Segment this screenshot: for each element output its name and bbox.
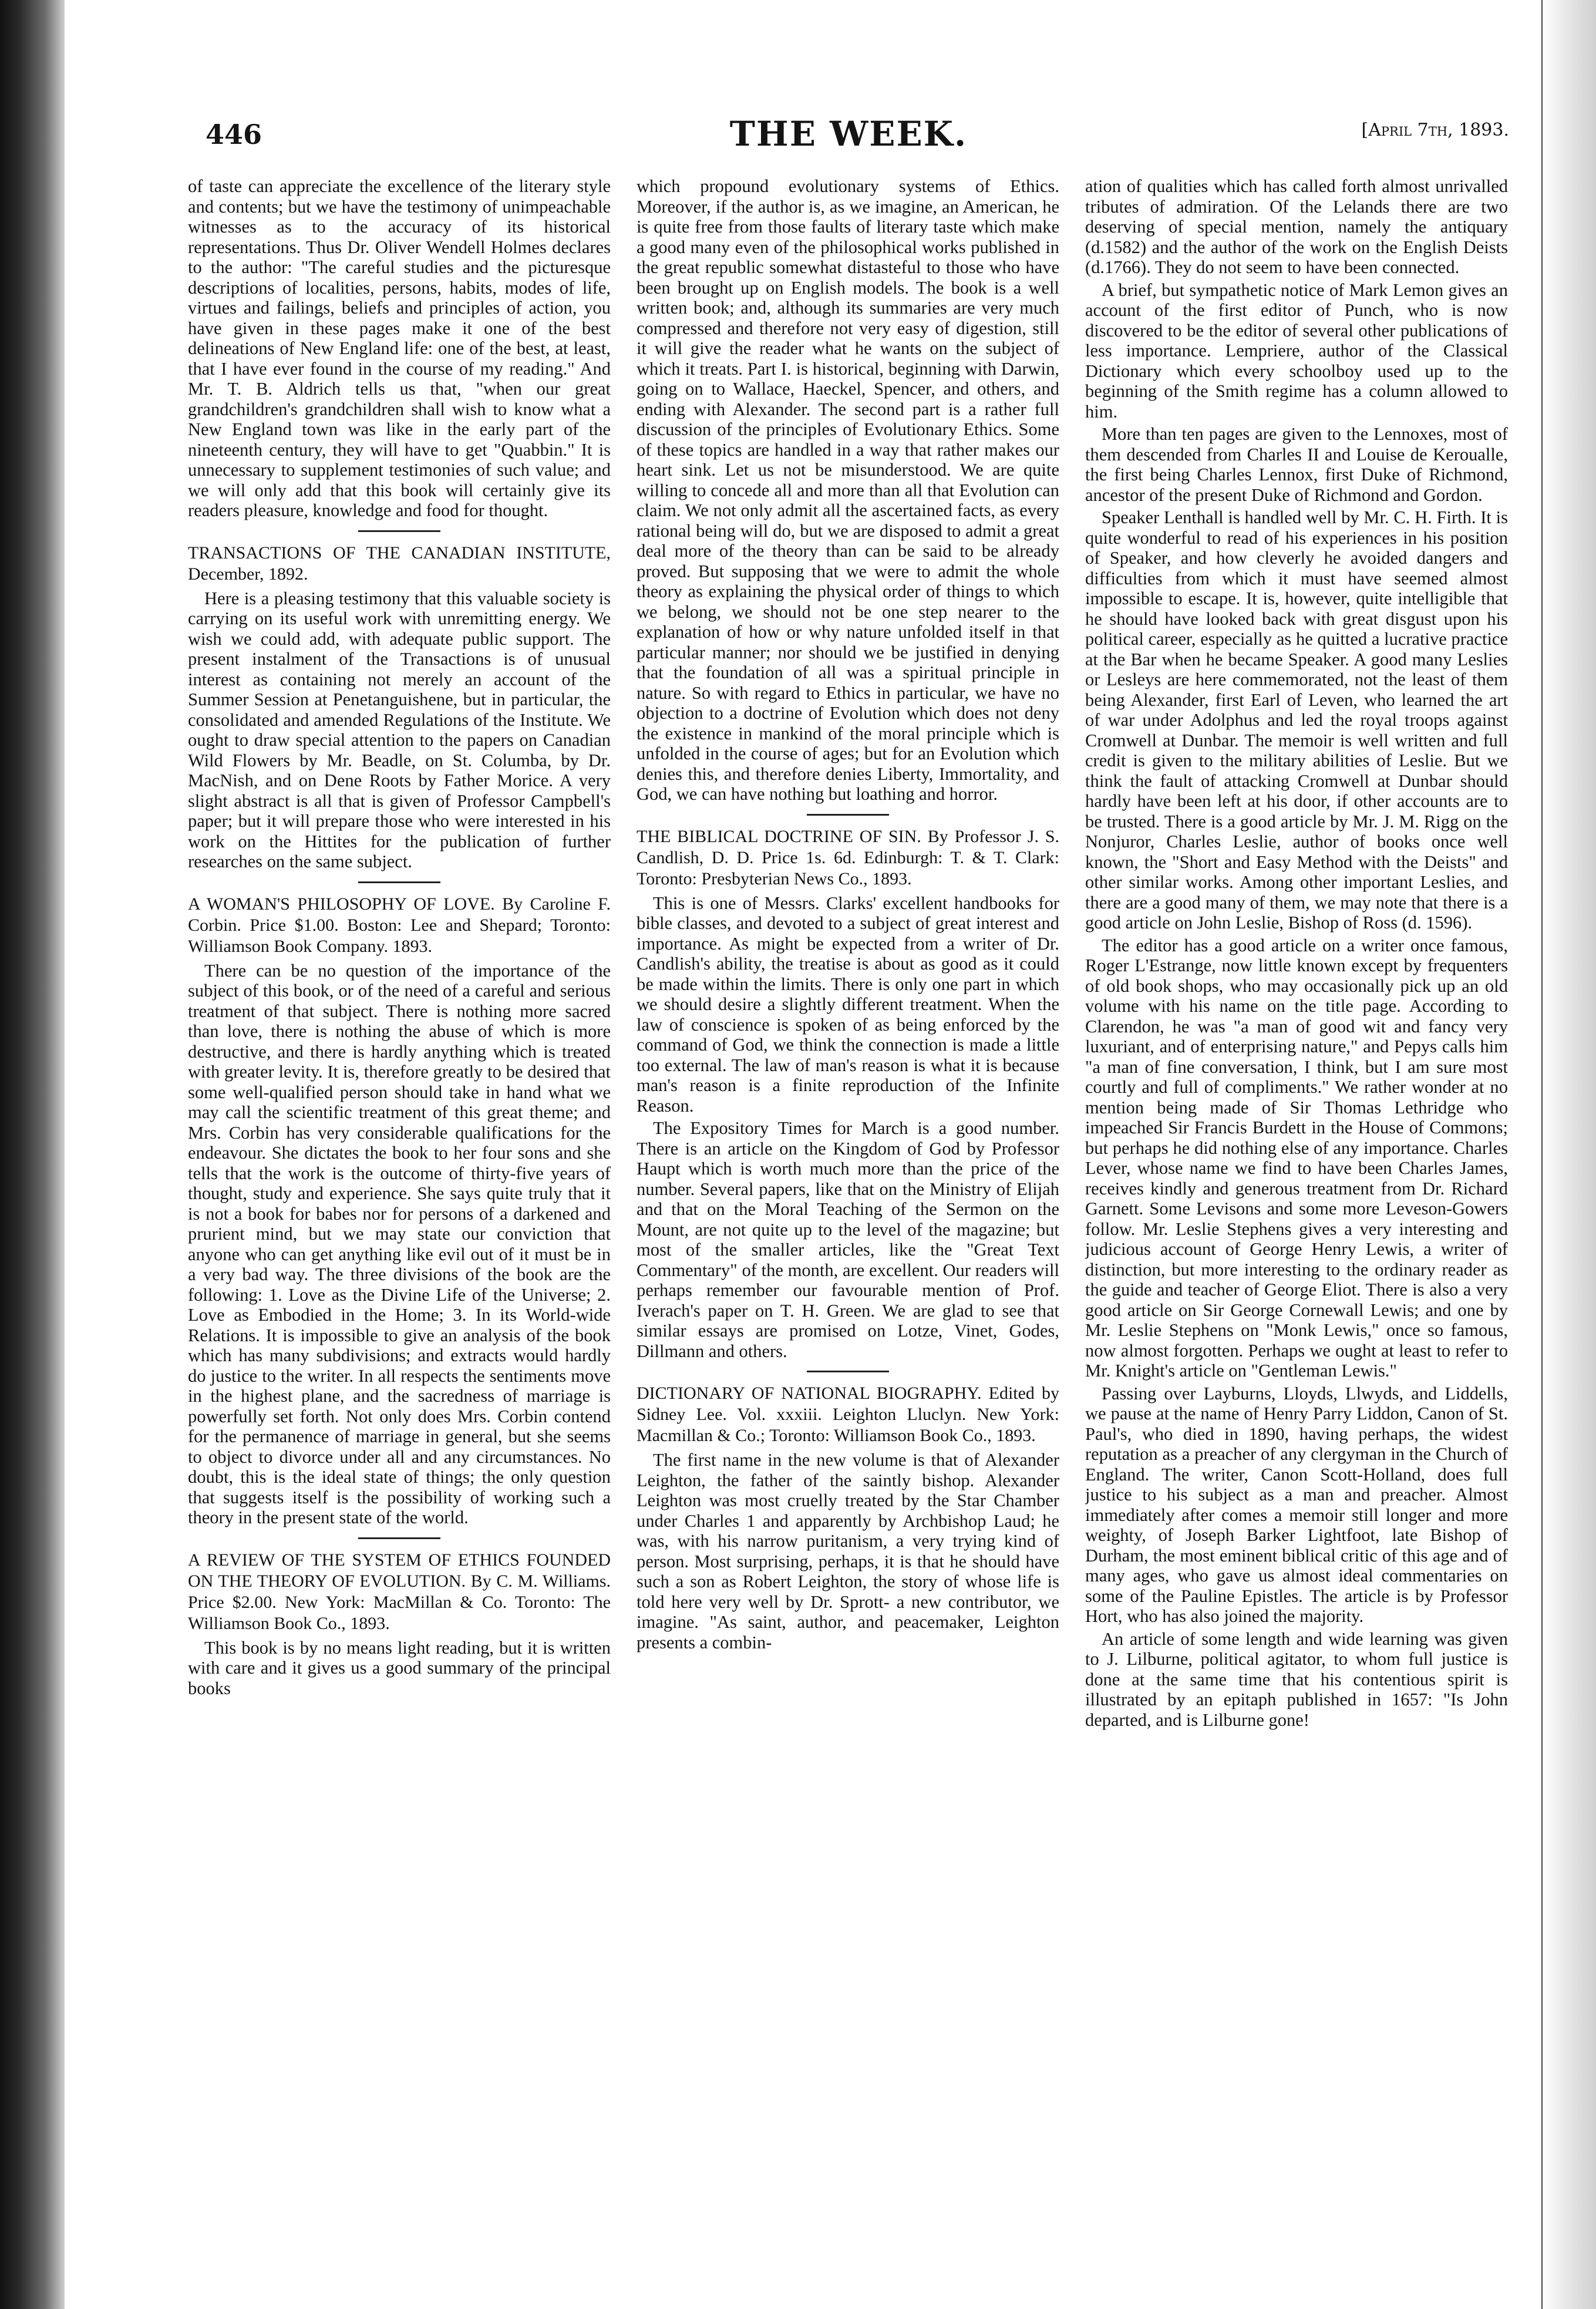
review-heading: DICTIONARY OF NATIONAL BIOGRAPHY. Edited by Sidney Lee. Vol. xxxiii. Leighton Lluclyn. New York: Macmillan & Co.; Toronto: Williamson Book Co., 1893. bbox=[637, 1384, 1059, 1445]
column-2 bbox=[637, 176, 1059, 2278]
masthead-title: THE WEEK. bbox=[729, 114, 968, 154]
section-rule bbox=[358, 530, 440, 532]
article-paragraph: The Expository Times for March is a good number. There is an article on the Kingdom of God by Professor Haupt which is worth much more than the price of the number. Several papers, like that on the Ministry of Elijah and that on the Moral Teaching of the Sermon on the Mount, are not quite up to the level of the magazine; but most of the smaller articles, like the "Great Text Commentary" of the month, are excellent. Our readers will perhaps remember our favourable mention of Prof. Iverach's paper on T. H. Green. We are glad to see that similar essays are promised on Lotze, Vinet, Godes, Dillmann and others. bbox=[637, 1118, 1059, 1361]
page-number: 446 bbox=[206, 119, 262, 150]
column-3 bbox=[1085, 176, 1508, 2278]
adjacent-page-edge bbox=[1541, 0, 1596, 2309]
column-1 bbox=[188, 176, 611, 2278]
section-rule bbox=[807, 1371, 889, 1372]
article-paragraph: The editor has a good article on a writer once famous, Roger L'Estrange, now little known except by frequenters of old book shops, who may occasionally pick up an old volume with his name on the title page. According to Clarendon, he was "a man of good wit and fancy very luxuriant, and of enterprising nature," and Pepys calls him "a man of fine conversation, I think, but I am sure most courtly and full of compliments." We rather wonder at no mention being made of Sir Thomas Lethridge who impeached Sir Francis Burdett in the House of Commons; but perhaps he did nothing else of any importance. Charles Lever, whose name we find to have been Charles James, receives kindly and generous treatment from Dr. Richard Garnett. Some Levisons and some more Leveson-Gowers follow. Mr. Leslie Stephens gives a very interesting and judicious account of George Henry Lewis, a writer of distinction, but more interesting to the ordinary reader as the guide and teacher of George Eliot. There is also a very good article on Sir George Cornewall Lewis; and one by Mr. Leslie Stephens on "Monk Lewis," once so famous, now almost forgotten. Perhaps we ought at least to refer to Mr. Knight's article on "Gentleman Lewis." bbox=[1085, 935, 1508, 1381]
article-paragraph: Passing over Layburns, Lloyds, Llwyds, and Liddells, we pause at the name of Henry Parry Liddon, Canon of St. Paul's, who died in 1890, having perhaps, the widest reputation as a preacher of any clergyman in the Church of England. The writer, Canon Scott-Holland, does full justice to his subject as a man and preacher. Almost immediately after comes a memoir still longer and more weighty, of Joseph Barker Lightfoot, late Bishop of Durham, the most eminent biblical critic of this age and of many ages, who gave us almost ideal commentaries on some of the Pauline Epistles. The article is by Professor Hort, who has also joined the majority. bbox=[1085, 1383, 1508, 1626]
book-spine-shadow bbox=[0, 0, 65, 2309]
article-paragraph: of taste can appreciate the excellence of the literary style and contents; but we have the testimony of unimpeachable witnesses as to the accuracy of its historical representations. Thus Dr. Oliver Wendell Holmes declares to the author: "The careful studies and the picturesque descriptions of localities, persons, habits, modes of life, virtues and failings, beliefs and principles of action, you have given in these pages make it one of the best delineations of New England life: one of the best, at least, that I have ever found in the course of my reading." And Mr. T. B. Aldrich tells us that, "when our great grandchildren's grandchildren shall wish to know what a New England town was like in the early part of the nineteenth century, they will have to get "Quabbin." It is unnecessary to supplement testimonies of such value; and we will only add that this book will certainly give its readers pleasure, knowledge and food for thought. bbox=[188, 176, 611, 520]
article-paragraph: A brief, but sympathetic notice of Mark Lemon gives an account of the first editor of Punch, who is now discovered to be the editor of several other publications of less importance. Lempriere, author of the Classical Dictionary which every schoolboy used up to the beginning of the Smith regime has a column allowed to him. bbox=[1085, 280, 1508, 422]
article-paragraph: This is one of Messrs. Clarks' excellent handbooks for bible classes, and devoted to a subject of great interest and importance. As might be expected from a writer of Dr. Candlish's ability, the treatise is about as good as it could be made within the limits. There is only one part in which we should desire a slightly different treatment. When the law of conscience is spoken of as being enforced by the command of God, we think the connection is made a little too external. The law of man's reason is what it is because man's reason is a finite reproduction of the Infinite Reason. bbox=[637, 893, 1059, 1116]
review-heading: A REVIEW OF THE SYSTEM OF ETHICS FOUNDED ON THE THEORY OF EVOLUTION. By C. M. Williams. Price $2.00. New York: MacMillan & Co. Toronto: The Williamson Book Co., 1893. bbox=[188, 1550, 611, 1633]
section-rule bbox=[358, 1537, 440, 1539]
article-paragraph: An article of some length and wide learning was given to J. Lilburne, political agitator, to whom full justice is done at the same time that his contentious spirit is illustrated by an epitaph published in 1657: "Is John departed, and is Lilburne gone! bbox=[1085, 1628, 1508, 1730]
article-paragraph: which propound evolutionary systems of Ethics. Moreover, if the author is, as we imagine, an American, he is quite free from those faults of literary taste which make a good many even of the philosophical works published in the great republic somewhat distasteful to those who have been brought up on English models. The book is a well written book; and, although its summaries are very much compressed and therefore not very easy of digestion, still it will give the reader what he wants on the subject of which it treats. Part I. is historical, beginning with Darwin, going on to Wallace, Haeckel, Spencer, and others, and ending with Alexander. The second part is a rather full discussion of the principles of Evolutionary Ethics. Some of these topics are handled in a way that rather makes our heart sink. Let us not be misunderstood. We are quite willing to concede all and more than all that Evolution can claim. We not only admit all the ascertained facts, as every rational being will do, but we are disposed to admit a great deal more of the theory than can be said to be already proved. But supposing that we were to admit the whole theory as explaining the physical order of things to which we belong, we should not be one step nearer to the explanation of how or why nature unfolded itself in that particular manner; nor should we be justified in denying that the foundation of all was a spiritual principle in nature. So with regard to Ethics in particular, we have no objection to a doctrine of Evolution which does not deny the existence in mankind of the moral principle which is unfolded in the course of ages; but for an Evolution which denies this, and therefore denies Liberty, Immortality, and God, we can have nothing but loathing and horror. bbox=[637, 176, 1059, 804]
article-paragraph: This book is by no means light reading, but it is written with care and it gives us a good summary of the principal books bbox=[188, 1637, 611, 1698]
article-paragraph: There can be no question of the importance of the subject of this book, or of the need of a careful and serious treatment of that subject. There is nothing more sacred than love, there is nothing the abuse of which is more destructive, and there is hardly anything which is treated with greater levity. It is, therefore greatly to be desired that some well-qualified person should take in hand what we may call the scientific treatment of this great theme; and Mrs. Corbin has very considerable qualifications for the endeavour. She dictates the book to her four sons and she tells that the work is the outcome of thirty-five years of thought, study and experience. She says quite truly that it is not a book for babes nor for persons of a darkened and prurient mind, but we may state our conviction that anyone who can get anything like evil out of it must be in a very bad way. The three divisions of the book are the following: 1. Love as the Divine Life of the Universe; 2. Love as Embodied in the Home; 3. In its World-wide Relations. It is impossible to give an analysis of the book which has many subdivisions; and extracts would hardly do justice to the writer. In all respects the sentiments move in the highest plane, and the sacredness of marriage is powerfully set forth. Not only does Mrs. Corbin contend for the permanence of marriage in general, but she seems to object to divorce under all and any circumstances. No doubt, this is the ideal state of things; the only question that suggests itself is the possibility of working such a theory in the present state of the world. bbox=[188, 960, 611, 1527]
article-paragraph: The first name in the new volume is that of Alexander Leighton, the father of the saintly bishop. Alexander Leighton was most cruelly treated by the Star Chamber under Charles 1 and apparently by Archbishop Laud; he was, with his narrow puritanism, a very trying kind of person. Most surprising, perhaps, it is that he should have such a son as Robert Leighton, the story of whose life is told here very well by Dr. Sprott- a new contributor, we imagine. "As saint, author, and peacemaker, Leighton presents a combin- bbox=[637, 1450, 1059, 1652]
section-rule bbox=[358, 881, 440, 883]
review-heading: THE BIBLICAL DOCTRINE OF SIN. By Professor J. S. Candlish, D. D. Price 1s. 6d. Edinburgh: T. & T. Clark: Toronto: Presbyterian News Co., 1893. bbox=[637, 826, 1059, 888]
issue-date: [April 7th, 1893. bbox=[1361, 120, 1509, 140]
newspaper-page bbox=[176, 112, 1521, 2296]
review-heading: A WOMAN'S PHILOSOPHY OF LOVE. By Caroline F. Corbin. Price $1.00. Boston: Lee and Shepard; Toronto: Williamson Book Company. 1893. bbox=[188, 894, 611, 956]
article-paragraph: More than ten pages are given to the Lennoxes, most of them descended from Charles II and Louise de Keroualle, the first being Charles Lennox, first Duke of Richmond, ancestor of the present Duke of Richmond and Gordon. bbox=[1085, 424, 1508, 505]
page-header bbox=[176, 112, 1521, 159]
article-paragraph: ation of qualities which has called forth almost unrivalled tributes of admiration. Of the Lelands there are two deserving of special mention, namely the antiquary (d.1582) and the author of the work on the English Deists (d.1766). They do not seem to have been connected. bbox=[1085, 176, 1508, 277]
article-paragraph: Speaker Lenthall is handled well by Mr. C. H. Firth. It is quite wonderful to read of his experiences in his position of Speaker, and how cleverly he avoided dangers and difficulties from which it must have seemed almost impossible to escape. It is, however, quite intelligible that he should have looked back with great disgust upon his political career, especially as he quitted a lucrative practice at the Bar when he became Speaker. A good many Leslies or Lesleys are here commemorated, not the least of them being Alexander, first Earl of Leven, who learned the art of war under Adolphus and led the royal troops against Cromwell at Dunbar. The memoir is well written and full credit is given to the military abilities of Leslie. But we think the fault of attacking Cromwell at Dunbar should hardly have been left at his door, if other accounts are to be trusted. There is a good article by Mr. J. M. Rigg on the Nonjuror, Charles Leslie, author of books once well known, the "Short and Easy Method with the Deists" and other similar works. Among other important Leslies, and there are a good many of them, we may note that there is a good article on John Leslie, Bishop of Ross (d. 1596). bbox=[1085, 507, 1508, 933]
review-heading: TRANSACTIONS OF THE CANADIAN INSTITUTE, December, 1892. bbox=[188, 543, 611, 584]
section-rule bbox=[807, 814, 889, 816]
article-paragraph: Here is a pleasing testimony that this valuable society is carrying on its useful work with unremitting energy. We wish we could add, with adequate public support. The present instalment of the Transactions is of unusual interest as containing not merely an account of the Summer Session at Penetanguishene, but in particular, the consolidated and amended Regulations of the Institute. We ought to draw special attention to the papers on Canadian Wild Flowers by Mr. Beadle, on St. Columba, by Dr. MacNish, and on Dene Roots by Father Morice. A very slight abstract is all that is given of Professor Campbell's paper; but it will prepare those who were interested in his work on the Hittites for the publication of further researches on the same subject. bbox=[188, 588, 611, 871]
